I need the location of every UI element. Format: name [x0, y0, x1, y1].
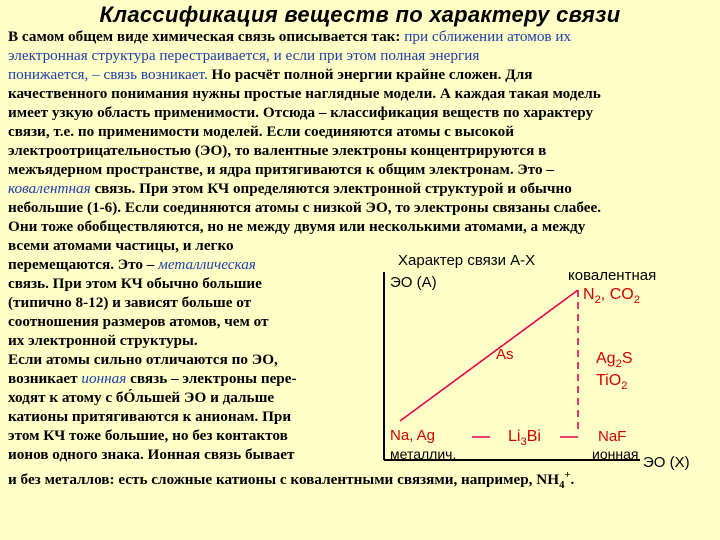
formula-part: , CO [600, 286, 634, 303]
highlight-text: понижается, – связь возникает. [8, 66, 208, 83]
subscript: 2 [633, 294, 640, 307]
y-axis-label: ЭО (А) [390, 274, 437, 291]
text-span: В самом общем виде химическая связь описывается так: [8, 28, 405, 45]
covalent-label: ковалентная [568, 267, 657, 284]
formula-part: Bi [526, 428, 541, 445]
text-line-20: ходят к атому с бÓльшей ЭО и дальше [8, 389, 275, 406]
text-line-6: связи, т.е. по применимости моделей. Если соединяются атомы с высокой [8, 123, 514, 140]
superscript: + [564, 470, 571, 481]
text-line-18: Если атомы сильно отличаются по ЭО, [8, 351, 278, 368]
text-line-17: их электронной структуры. [8, 332, 198, 349]
subscript: 2 [615, 358, 622, 371]
page-title: Классификация веществ по характеру связи [99, 2, 621, 27]
metallic-label: металлич. [390, 446, 457, 462]
text-line-16: соотношения размеров атомов, чем от [8, 313, 269, 330]
covalent-metallic-edge [400, 290, 578, 421]
text-span: возникает [8, 370, 82, 387]
text-line-12: всеми атомами частицы, и легко [8, 237, 234, 254]
text-line-10: небольшие (1-6). Если соединяются атомы с низкой ЭО, то электроны связаны слабее. [8, 199, 602, 216]
text-span: перемещаются. Это – [8, 256, 159, 273]
text-line-23: ионов одного знака. Ионная связь бывает [8, 446, 295, 463]
text-line-11: Они тоже обобществляются, но не между двумя или несколькими атомами, а между [8, 218, 586, 235]
text-span: связь. При этом КЧ определяются электронной структурой и обычно [90, 180, 572, 197]
text-line-15: (типично 8-12) и зависят больше от [8, 294, 252, 311]
formula-part: TiO [596, 372, 622, 389]
formula-part: N [583, 286, 595, 303]
subscript: 3 [520, 436, 527, 449]
formula-part: S [621, 350, 633, 367]
text-span: . [570, 471, 575, 489]
text-line-4: качественного понимания нужны простые наглядные модели. А каждая такая модель [8, 85, 601, 102]
diagram-header: Характер связи А-Х [398, 252, 536, 269]
text-span: Но расчёт полной энергии крайне сложен. Для [207, 66, 533, 83]
formula-part: Li [508, 428, 521, 445]
na-ag-label: Na, Ag [390, 427, 436, 444]
term-metallic: металлическая [158, 256, 256, 273]
x-axis-label: ЭО (Х) [643, 454, 690, 471]
text-line-22: этом КЧ тоже большие, но без контактов [8, 427, 288, 444]
term-ionic: ионная [81, 370, 127, 387]
naf-label: NaF [598, 428, 627, 445]
text-line-2: электронная структура перестраивается, и если при этом полная энергия [8, 47, 480, 64]
highlight-text: при сближении атомов их [404, 28, 572, 45]
tio2-label [596, 373, 627, 394]
li3bi-label [508, 429, 541, 450]
text-span: и без металлов: есть сложные катионы с ковалентными связями, например, NH [8, 471, 560, 489]
ag2s-label [596, 351, 632, 372]
covalent-examples [583, 287, 640, 308]
text-line-14: связь. При этом КЧ обычно большие [8, 275, 262, 292]
term-covalent: ковалентная [8, 180, 91, 197]
subscript: 2 [621, 380, 628, 393]
text-line-7: электроотрицательностью (ЭО), то валентные электроны концентрируются в [8, 142, 547, 159]
text-line-21: катионы притягиваются к анионам. При [8, 408, 292, 425]
as-label: As [496, 346, 514, 363]
text-span: связь – электроны пере- [126, 370, 297, 387]
subscript: 4 [559, 480, 565, 492]
text-line-8: межъядерном пространстве, и ядра притягиваются к общим электронам. Это – [8, 161, 554, 178]
subscript: 2 [594, 294, 601, 307]
formula-part: Ag [596, 350, 616, 367]
ionic-label: ионная [592, 446, 639, 462]
text-line-5: имеет узкую область применимости. Отсюда – классификация веществ по характеру [8, 104, 594, 121]
